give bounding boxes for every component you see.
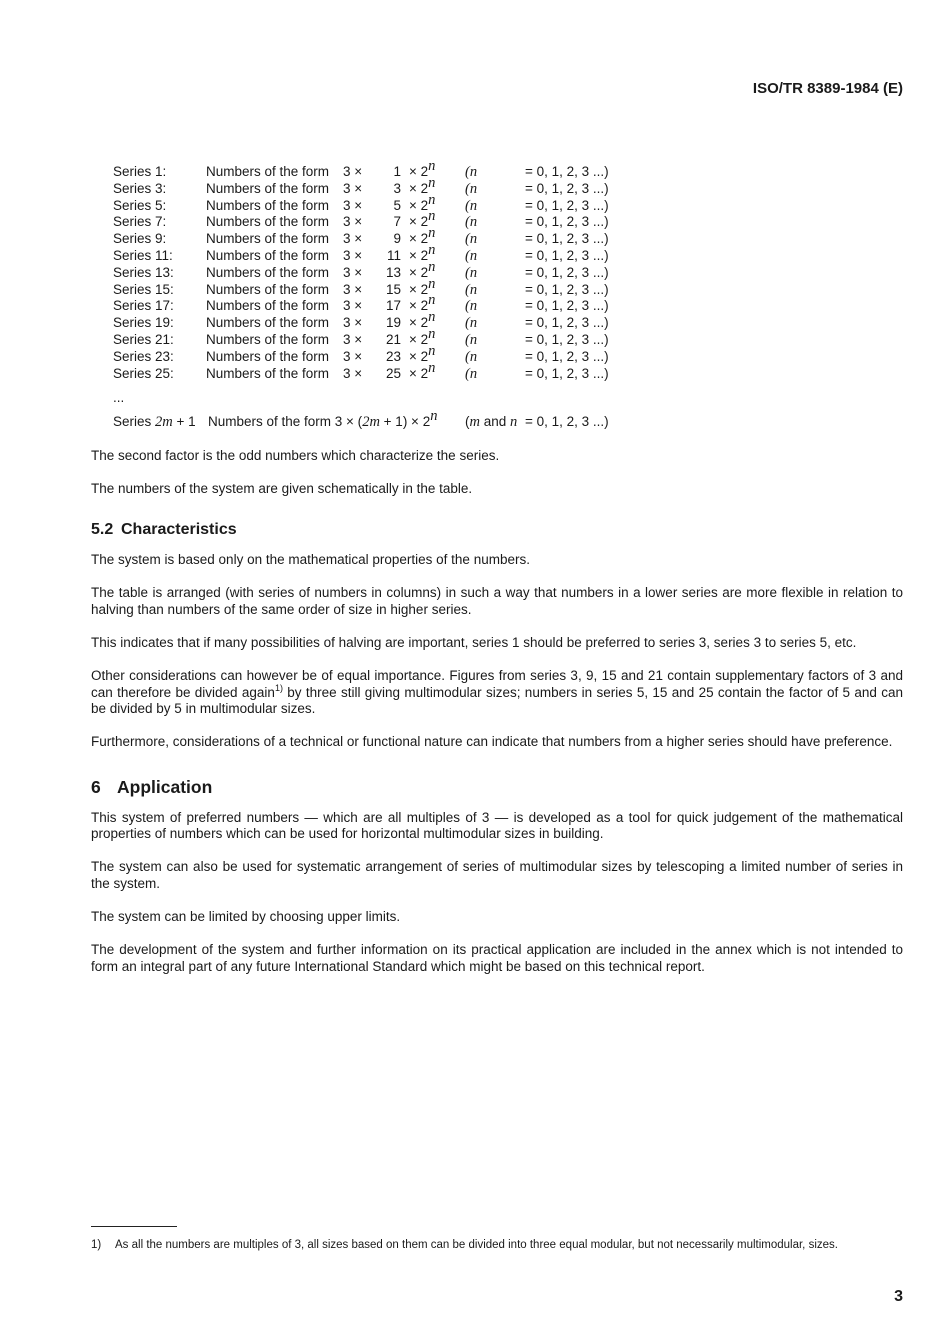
series-odd-factor: 19: [385, 315, 401, 331]
series-power-term: × $2^n$: [409, 191, 436, 213]
intro-paragraph-2: The numbers of the system are given schematically in the table.: [91, 481, 473, 497]
series-odd-factor: 13: [385, 264, 401, 280]
series-odd-factor: 5: [393, 197, 401, 213]
document-reference: ISO/TR 8389-1984 (E): [752, 80, 903, 97]
series-range: = 0, 1, 2, 3 ...): [525, 331, 609, 347]
series-factor-3: 3 ×: [343, 231, 363, 247]
series-row: [113, 174, 609, 198]
series-row: [113, 258, 609, 282]
series-range: = 0, 1, 2, 3 ...): [525, 214, 609, 230]
series-row: [113, 275, 609, 299]
series-power-term: × $2^n$: [409, 208, 436, 230]
series-form-text: Numbers of the form: [206, 365, 330, 381]
footnote-divider: [91, 1226, 177, 1227]
series-factor-3: 3 ×: [343, 264, 363, 280]
series-row: [113, 325, 609, 349]
series-variable: (n: [465, 231, 478, 248]
series-form-text: Numbers of the form: [206, 348, 330, 364]
series-form-text: Numbers of the form: [206, 281, 330, 297]
series-row: [113, 309, 609, 332]
series-factor-3: 3 ×: [343, 164, 363, 179]
intro-paragraph-1: The second factor is the odd numbers which characterize the series.: [91, 448, 500, 463]
series-label: Series 21:: [113, 331, 174, 347]
series-row: [113, 225, 609, 248]
series-odd-factor: 11: [386, 247, 401, 263]
series-form-text: Numbers of the form: [206, 315, 330, 331]
series-odd-factor: 7: [393, 214, 401, 230]
series-factor-3: 3 ×: [343, 331, 363, 347]
series-factor-3: 3 ×: [343, 180, 363, 196]
series-label: Series 19:: [113, 315, 174, 331]
series-row: [113, 158, 609, 181]
series-form-text: Numbers of the form: [206, 180, 330, 196]
section-5-2-paragraph-3: This indicates that if many possibilities of halving are important, series 1 should be preferred to series 3, series 3 to series 5, etc.: [91, 635, 857, 651]
series-label: Series 9:: [113, 231, 167, 247]
series-form-text: Numbers of the form: [206, 247, 330, 263]
series-label: Series 11:: [113, 247, 173, 263]
series-variable: (n: [465, 197, 478, 214]
section-6-heading: 6 Application: [91, 777, 213, 798]
series-form-text: Numbers of the form: [206, 331, 330, 347]
series-row: [113, 359, 609, 383]
series-variable: (n: [465, 348, 478, 365]
series-row: [113, 342, 609, 366]
footnote: [91, 1239, 903, 1251]
series-odd-factor: 23: [385, 348, 401, 364]
series-label: Series 23:: [113, 348, 174, 364]
series-variable: (n: [465, 180, 478, 197]
series-odd-factor: 1: [393, 164, 401, 179]
series-label: Series 3:: [113, 180, 167, 196]
series-factor-3: 3 ×: [343, 247, 363, 263]
series-variable: (n: [465, 298, 478, 315]
series-odd-factor: 9: [393, 231, 401, 247]
general-series-vars: (m and n: [465, 414, 518, 431]
series-form-text: Numbers of the form: [206, 197, 330, 213]
series-rows: [113, 158, 609, 382]
section-6-paragraph-1: This system of preferred numbers — which are all multiples of 3 — is developed as a tool for quick judgement of the mathematical properties of numbers which can be used for horizontal multimodular sizes in building.: [91, 809, 903, 842]
series-factor-3: 3 ×: [343, 197, 363, 213]
series-row: [113, 208, 609, 231]
footnote-text: As all the numbers are multiples of 3, all sizes based on them can be divided into three equal modular, but not necessarily multimodular, sizes.: [115, 1239, 838, 1251]
series-power-term: × $2^n$: [409, 258, 436, 280]
series-variable: (n: [465, 315, 478, 332]
series-range: = 0, 1, 2, 3 ...): [525, 164, 609, 179]
series-power-term: × $2^n$: [409, 292, 436, 314]
series-row: [113, 292, 609, 315]
series-form-text: Numbers of the form: [206, 231, 330, 247]
series-factor-3: 3 ×: [343, 281, 363, 297]
series-form-text: Numbers of the form: [206, 164, 330, 179]
section-5-2-paragraph-5: Furthermore, considerations of a technical or functional nature can indicate that numbers from a higher series should have preference.: [91, 734, 893, 750]
section-6-paragraph-4: The development of the system and further information on its practical application are included in the annex which is not intended to form an integral part of any future International Standard which might be based on this technical report.: [91, 942, 903, 974]
series-form-text: Numbers of the form: [206, 264, 330, 280]
series-label: Series 25:: [113, 365, 174, 381]
footnote-mark: 1): [91, 1239, 102, 1251]
series-form-text: Numbers of the form: [206, 298, 330, 314]
general-series-form: Numbers of the form $3 \times (2m + 1) \times 2^n$: [208, 408, 438, 431]
series-factor-3: 3 ×: [343, 365, 363, 381]
series-row: [113, 241, 609, 265]
series-factor-3: 3 ×: [343, 298, 363, 314]
section-5-2-paragraph-2: The table is arranged (with series of numbers in columns) in such a way that numbers in a lower series are more flexible in relation to halving than numbers of the same order of size in higher series.: [91, 585, 903, 617]
series-variable: (n: [465, 164, 478, 180]
section-6-paragraph-3: The system can be limited by choosing upper limits.: [91, 909, 401, 924]
section-5-2-paragraph-1: The system is based only on the mathematical properties of the numbers.: [91, 552, 530, 568]
series-label: Series 5:: [113, 197, 167, 213]
section-6-paragraph-2: The system can also be used for systematic arrangement of series of multimodular sizes by telescoping a limited number of series in the system.: [91, 859, 903, 891]
series-label: Series 7:: [113, 214, 167, 230]
series-range: = 0, 1, 2, 3 ...): [525, 231, 609, 247]
series-factor-3: 3 ×: [343, 315, 363, 331]
page-number: 3: [894, 1288, 903, 1305]
series-range: = 0, 1, 2, 3 ...): [525, 281, 609, 297]
series-range: = 0, 1, 2, 3 ...): [525, 348, 609, 364]
series-variable: (n: [465, 247, 478, 264]
series-variable: (n: [465, 264, 478, 281]
series-power-term: × $2^n$: [409, 225, 436, 247]
series-range: = 0, 1, 2, 3 ...): [525, 180, 609, 196]
main-text: [91, 448, 903, 992]
series-range: = 0, 1, 2, 3 ...): [525, 315, 609, 331]
series-power-term: × $2^n$: [409, 309, 436, 331]
general-series-range: = 0, 1, 2, 3 ...): [525, 414, 609, 430]
series-range: = 0, 1, 2, 3 ...): [525, 197, 609, 213]
series-variable: (n: [465, 331, 478, 348]
series-row: [113, 191, 609, 215]
series-odd-factor: 17: [385, 298, 401, 314]
series-table: [113, 158, 609, 432]
series-range: = 0, 1, 2, 3 ...): [525, 247, 609, 263]
series-factor-3: 3 ×: [343, 214, 363, 230]
series-range: = 0, 1, 2, 3 ...): [525, 264, 609, 280]
series-odd-factor: 21: [385, 331, 401, 347]
series-label: Series 15:: [113, 281, 174, 297]
series-form-text: Numbers of the form: [206, 214, 330, 230]
series-power-term: × $2^n$: [409, 275, 436, 297]
series-power-term: × $2^n$: [409, 342, 436, 364]
series-label: Series 17:: [113, 298, 174, 314]
section-5-2-paragraph-4: Other considerations can however be of equal importance. Figures from series 3, 9, 15 and 21 contain supplementary factors of 3 and can therefore be divided again$^{1)}$ by three still giving multimodular sizes; numbers in series 5, 15 and 25 contain the factor of 5 and can be divided by 5 in multimodular sizes.: [91, 668, 903, 717]
series-odd-factor: 3: [393, 180, 401, 196]
series-label: Series 1:: [113, 164, 167, 179]
series-variable: (n: [465, 214, 478, 231]
general-series-label: Series 2m + 1: [113, 414, 196, 431]
series-power-term: × $2^n$: [409, 241, 436, 263]
series-power-term: × $2^n$: [409, 174, 436, 196]
series-odd-factor: 15: [385, 281, 401, 297]
series-label: Series 13:: [113, 264, 174, 280]
section-5-2-heading: 5.2 Characteristics: [91, 520, 237, 538]
footnote-reference: 1): [274, 682, 283, 693]
series-variable: (n: [465, 281, 478, 298]
series-range: = 0, 1, 2, 3 ...): [525, 298, 609, 314]
series-ellipsis: ...: [113, 390, 125, 406]
series-power-term: × $2^n$: [409, 325, 436, 347]
series-range: = 0, 1, 2, 3 ...): [525, 365, 609, 381]
series-odd-factor: 25: [385, 365, 401, 381]
series-factor-3: 3 ×: [343, 348, 363, 364]
series-power-term: × $2^n$: [409, 158, 436, 179]
series-general-row: [113, 408, 609, 432]
series-variable: (n: [465, 365, 478, 382]
series-power-term: × $2^n$: [409, 359, 436, 381]
